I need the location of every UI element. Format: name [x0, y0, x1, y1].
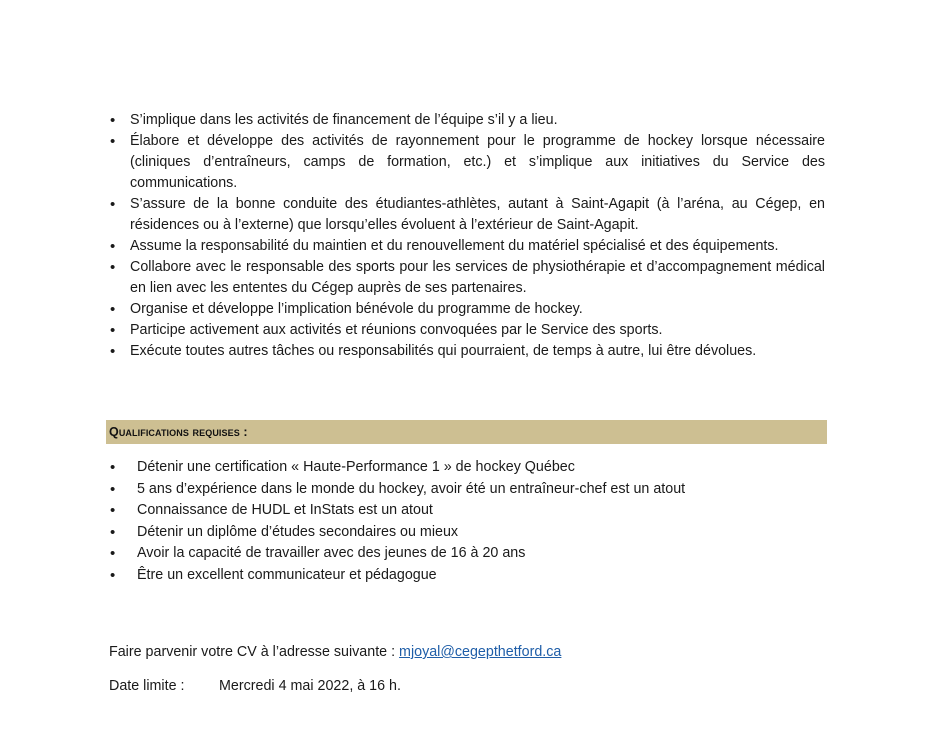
- duties-list: [110, 110, 825, 362]
- duty-item: • Participe activement aux activités et réunions convoquées par le Service des sports.: [110, 320, 825, 341]
- duty-item: • Élabore et développe des activités de rayonnement pour le programme de hockey lorsque nécessaire (cliniques d’entraîneurs, camps de formation, etc.) et s’implique aux initiatives du Service des communications.: [110, 131, 825, 194]
- duty-item: • S’implique dans les activités de financement de l’équipe s’il y a lieu.: [110, 110, 825, 131]
- email-link[interactable]: mjoyal@cegepthetford.ca: [399, 644, 562, 660]
- qualification-item: • Connaissance de HUDL et InStats est un atout: [110, 500, 825, 522]
- qualification-item: • Détenir un diplôme d’études secondaires ou mieux: [110, 522, 825, 544]
- deadline-value: Mercredi 4 mai 2022, à 16 h.: [219, 678, 401, 694]
- duty-item: • Assume la responsabilité du maintien et du renouvellement du matériel spécialisé et des équipements.: [110, 236, 825, 257]
- qualification-item: • Détenir une certification « Haute-Performance 1 » de hockey Québec: [110, 457, 825, 479]
- qualifications-list: [110, 457, 825, 587]
- qualifications-header-bar: [106, 420, 827, 444]
- application-text: Faire parvenir votre CV à l’adresse suivante :: [109, 644, 400, 660]
- qualification-item: • Avoir la capacité de travailler avec des jeunes de 16 à 20 ans: [110, 543, 825, 565]
- deadline-label: Date limite :: [109, 678, 185, 694]
- qualifications-heading: Qualifications requises :: [109, 425, 248, 439]
- duty-item: • Organise et développe l’implication bénévole du programme de hockey.: [110, 299, 825, 320]
- application-instructions: [109, 642, 561, 663]
- duty-item: • S’assure de la bonne conduite des étudiantes-athlètes, autant à Saint-Agapit (à l’aréna, au Cégep, en résidences ou à l’externe) que lorsqu’elles évoluent à l’extérieur de Saint-Agapit.: [110, 194, 825, 236]
- duty-item: • Collabore avec le responsable des sports pour les services de physiothérapie et d’accompagnement médical en lien avec les ententes du Cégep auprès de ses partenaires.: [110, 257, 825, 299]
- deadline-line: [109, 676, 401, 697]
- qualification-item: • 5 ans d’expérience dans le monde du hockey, avoir été un entraîneur-chef est un atout: [110, 479, 825, 501]
- duty-item: • Exécute toutes autres tâches ou responsabilités qui pourraient, de temps à autre, lui être dévolues.: [110, 341, 825, 362]
- qualification-item: • Être un excellent communicateur et pédagogue: [110, 565, 825, 587]
